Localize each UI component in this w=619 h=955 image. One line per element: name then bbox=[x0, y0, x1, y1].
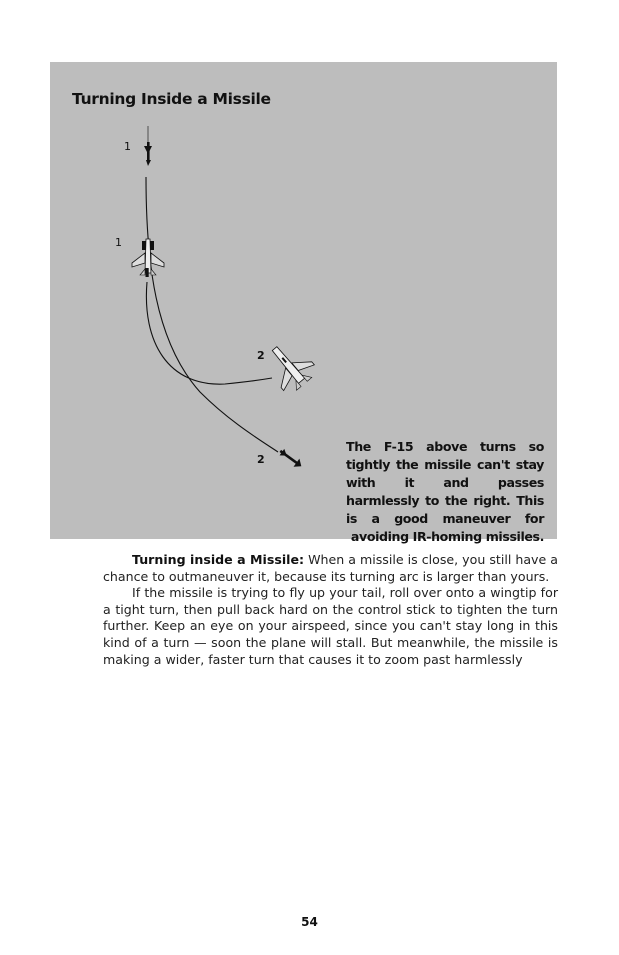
missile-start-label: 1 bbox=[124, 140, 131, 153]
figure-panel bbox=[50, 62, 557, 544]
trailing-missile-icon bbox=[146, 268, 149, 277]
plane-path bbox=[146, 282, 272, 384]
plane-end-label: 2 bbox=[257, 349, 265, 362]
body-text bbox=[103, 552, 558, 668]
paragraph-2: If the missile is trying to fly up your tail, roll over onto a wingtip for a tight turn, then pull back hard on the control stick to tighten the turn further. Keep an eye on your airspeed, since you can't stay long in this kind of a turn — soon the plane will stall. But meanwhile, the missile is making a wider, faster turn that causes it to zoom past harmlessly bbox=[103, 585, 558, 667]
paragraph-1-text: When a missile is close, you still have a chance to outmaneuver it, because its turning arc is larger than yours. bbox=[103, 552, 558, 584]
figure-caption: The F-15 above turns so tightly the missile can't stay with it and passes harmlessly to the right. This is a good maneuver for avoiding IR-homing missiles. bbox=[346, 439, 544, 544]
missile-2-icon bbox=[277, 447, 304, 470]
missile-1-icon bbox=[144, 142, 152, 166]
plane-start-label: 1 bbox=[115, 236, 122, 249]
figure-title: Turning Inside a Missile bbox=[72, 90, 271, 108]
page-number: 54 bbox=[301, 915, 318, 929]
missile-end-label: 2 bbox=[257, 453, 265, 466]
plane-2-icon bbox=[259, 336, 319, 397]
paragraph-1 bbox=[103, 552, 558, 585]
paragraph-lead: Turning inside a Missile: bbox=[132, 552, 305, 567]
missile-path bbox=[146, 177, 278, 452]
